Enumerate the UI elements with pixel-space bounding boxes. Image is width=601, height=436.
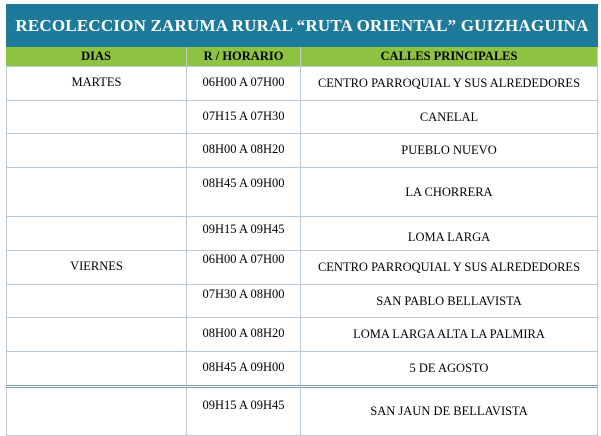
calles-cell: PUEBLO NUEVO xyxy=(301,134,598,167)
dia-cell xyxy=(6,318,187,351)
dia-cell: MARTES xyxy=(6,67,187,100)
calles-cell: 5 DE AGOSTO xyxy=(301,352,598,385)
horario-cell: 08H45 A 09H00 xyxy=(187,168,301,216)
dia-cell: VIERNES xyxy=(6,251,187,284)
table-row xyxy=(6,317,598,351)
calles-cell: LOMA LARGA ALTA LA PALMIRA xyxy=(301,318,598,351)
dia-cell xyxy=(6,134,187,167)
table-row xyxy=(6,250,598,284)
horario-cell: 08H45 A 09H00 xyxy=(187,352,301,385)
header-horario: R / HORARIO xyxy=(187,47,301,66)
table-row xyxy=(6,66,598,100)
dia-cell xyxy=(6,168,187,216)
calles-cell: SAN PABLO BELLAVISTA xyxy=(301,285,598,317)
calles-cell: LOMA LARGA xyxy=(301,217,598,250)
dia-cell xyxy=(6,101,187,133)
table-row xyxy=(6,133,598,167)
dia-cell xyxy=(6,217,187,250)
schedule-table xyxy=(6,47,598,436)
dia-cell xyxy=(6,285,187,317)
dia-cell xyxy=(6,388,187,435)
calles-cell: LA CHORRERA xyxy=(301,168,598,216)
table-row xyxy=(6,385,598,436)
horario-cell: 07H30 A 08H00 xyxy=(187,285,301,317)
calles-cell: CENTRO PARROQUIAL Y SUS ALREDEDORES xyxy=(301,67,598,100)
horario-cell: 08H00 A 08H20 xyxy=(187,318,301,351)
horario-cell: 06H00 A 07H00 xyxy=(187,67,301,100)
table-row xyxy=(6,216,598,250)
horario-cell: 06H00 A 07H00 xyxy=(187,251,301,284)
table-row xyxy=(6,100,598,133)
horario-cell: 09H15 A 09H45 xyxy=(187,388,301,435)
table-row xyxy=(6,351,598,385)
horario-cell: 07H15 A 07H30 xyxy=(187,101,301,133)
table-row xyxy=(6,284,598,317)
page-title: RECOLECCION ZARUMA RURAL “RUTA ORIENTAL” GUIZHAGUINA xyxy=(6,4,598,47)
dia-cell xyxy=(6,352,187,385)
header-calles: CALLES PRINCIPALES xyxy=(301,47,598,66)
calles-cell: SAN JAUN DE BELLAVISTA xyxy=(301,388,598,435)
table-header xyxy=(6,47,598,66)
horario-cell: 09H15 A 09H45 xyxy=(187,217,301,250)
calles-cell: CANELAL xyxy=(301,101,598,133)
calles-cell: CENTRO PARROQUIAL Y SUS ALREDEDORES xyxy=(301,251,598,284)
header-dias: DIAS xyxy=(6,47,187,66)
table-row xyxy=(6,167,598,216)
horario-cell: 08H00 A 08H20 xyxy=(187,134,301,167)
